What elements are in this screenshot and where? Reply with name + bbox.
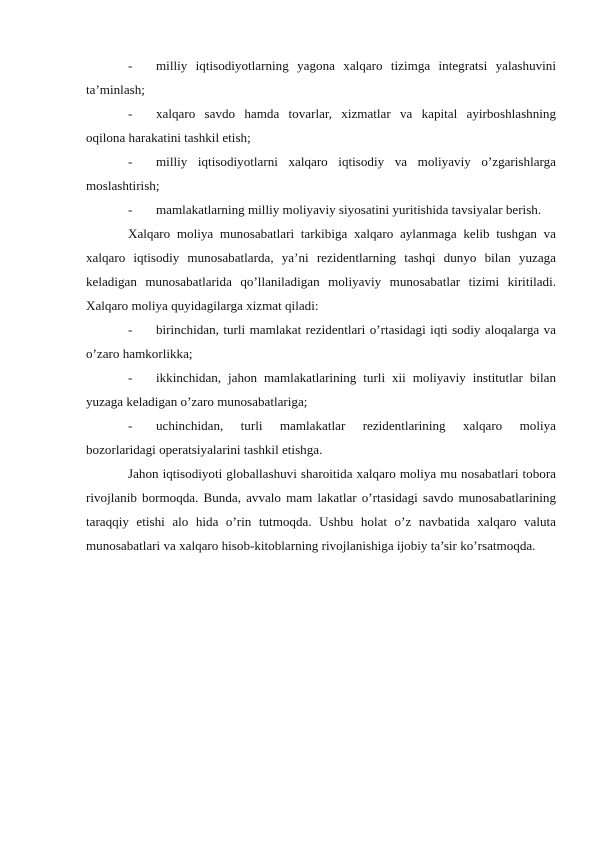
list-item-text: xalqaro savdo hamda tovarlar, xizmatlar va kapital ayirboshlashning oqilona harakatini tashkil etish; — [86, 106, 556, 145]
list-item — [86, 414, 556, 462]
list-item — [86, 102, 556, 150]
list-marker: - — [128, 322, 133, 337]
list-marker: - — [128, 202, 133, 217]
list-item-text: birinchidan, turli mamlakat rezidentlari o’rtasidagi iqti sodiy aloqalarga va o’zaro hamkorlikka; — [86, 322, 556, 361]
list-item-text: ikkinchidan, jahon mamlakatlarining turli xii moliyaviy institutlar bilan yuzaga keladigan o’zaro munosabatlariga; — [86, 370, 556, 409]
list-marker: - — [128, 106, 133, 121]
list-item-text: uchinchidan, turli mamlakatlar rezidentlarining xalqaro moliya bozorlaridagi operatsiyalarini tashkil etishga. — [86, 418, 556, 457]
list-marker: - — [128, 58, 133, 73]
list-marker: - — [128, 370, 133, 385]
list-item — [86, 54, 556, 102]
list-item — [86, 198, 556, 222]
list-item-text: milliy iqtisodiyotlarning yagona xalqaro tizimga integratsi yalashuvini ta’minlash; — [86, 58, 556, 97]
paragraph: Xalqaro moliya munosabatlari tarkibiga xalqaro aylanmaga kelib tushgan va xalqaro iqtisodiy munosabatlarda, ya’ni rezidentlarning tashqi dunyo bilan yuzaga keladigan munosabatlarida qo’llaniladigan moliyaviy munosabatlar tizimi kiritiladi. Xalqaro moliya quyidagilarga xizmat qiladi: — [86, 226, 556, 313]
list-item — [86, 366, 556, 414]
list-marker: - — [128, 418, 133, 433]
paragraph: Jahon iqtisodiyoti globallashuvi sharoitida xalqaro moliya mu nosabatlari tobora rivojlanib bormoqda. Bunda, avvalo mam lakatlar o’rtasidagi savdo munosabatlarining taraqqiy etishi alo hida o’rin tutmoqda. Ushbu holat o’z navbatida xalqaro valuta munosabatlari va xalqaro hisob-kitoblarning rivojlanishiga ijobiy ta’sir ko’rsatmoqda. — [86, 466, 556, 553]
list-item-text: milliy iqtisodiyotlarni xalqaro iqtisodiy va moliyaviy o’zgarishlarga moslashtirish; — [86, 154, 556, 193]
list-item — [86, 150, 556, 198]
list-item-text: mamlakatlarning milliy moliyaviy siyosatini yuritishida tavsiyalar berish. — [156, 202, 542, 217]
document-body — [86, 54, 556, 558]
list-marker: - — [128, 154, 133, 169]
list-item — [86, 318, 556, 366]
